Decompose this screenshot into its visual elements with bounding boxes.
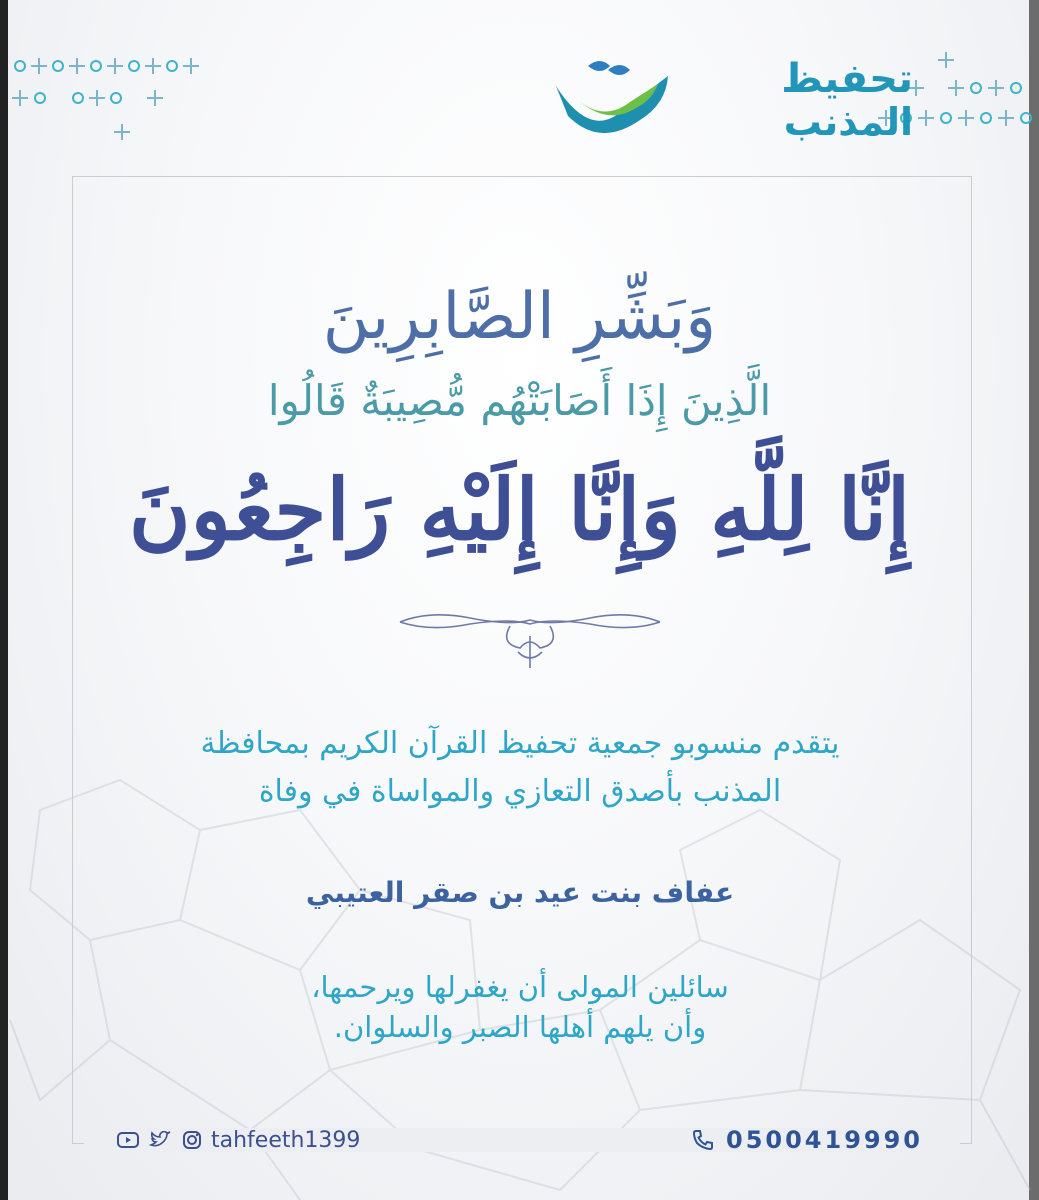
condolence-intro-line2: المذنب بأصدق التعازي والمواساة في وفاة <box>258 774 782 809</box>
logo-text-line1: تحفيظ <box>781 56 913 102</box>
verse-line-1: وَبَشِّرِ الصَّابِرِينَ <box>322 280 717 354</box>
top-left-dots-decoration <box>10 48 210 158</box>
condolence-intro-line1: يتقدم منسوبو جمعية تحفيظ القرآن الكريم بمحافظة <box>200 726 840 761</box>
youtube-icon[interactable] <box>115 1127 141 1153</box>
phone-contact[interactable] <box>690 1120 923 1160</box>
prayer-line2: وأن يلهم أهلها الصبر والسلوان. <box>333 1010 707 1044</box>
social-handle[interactable]: tahfeeth1399 <box>211 1127 361 1153</box>
organization-logo <box>372 48 682 144</box>
twitter-icon[interactable] <box>147 1127 173 1153</box>
logo-mark-icon <box>548 56 678 140</box>
prayer-line1: سائلين المولى أن يغفرلها ويرحمها، <box>311 970 729 1004</box>
verse-line-2: الَّذِينَ إِذَا أَصَابَتْهُم مُّصِيبَةٌ قَالُوا <box>267 376 772 425</box>
instagram-icon[interactable] <box>179 1127 205 1153</box>
social-contact[interactable] <box>115 1120 360 1160</box>
logo-text-line2: المذنب <box>783 100 913 144</box>
ornament-divider <box>390 596 670 676</box>
phone-icon <box>690 1127 716 1153</box>
verse-line-3: إِنَّا لِلَّهِ وَإِنَّا إِلَيْهِ رَاجِعُونَ <box>128 460 911 559</box>
phone-number[interactable]: 0500419990 <box>726 1126 923 1154</box>
deceased-name: عفاف بنت عيد بن صقر العتيبي <box>305 876 735 909</box>
